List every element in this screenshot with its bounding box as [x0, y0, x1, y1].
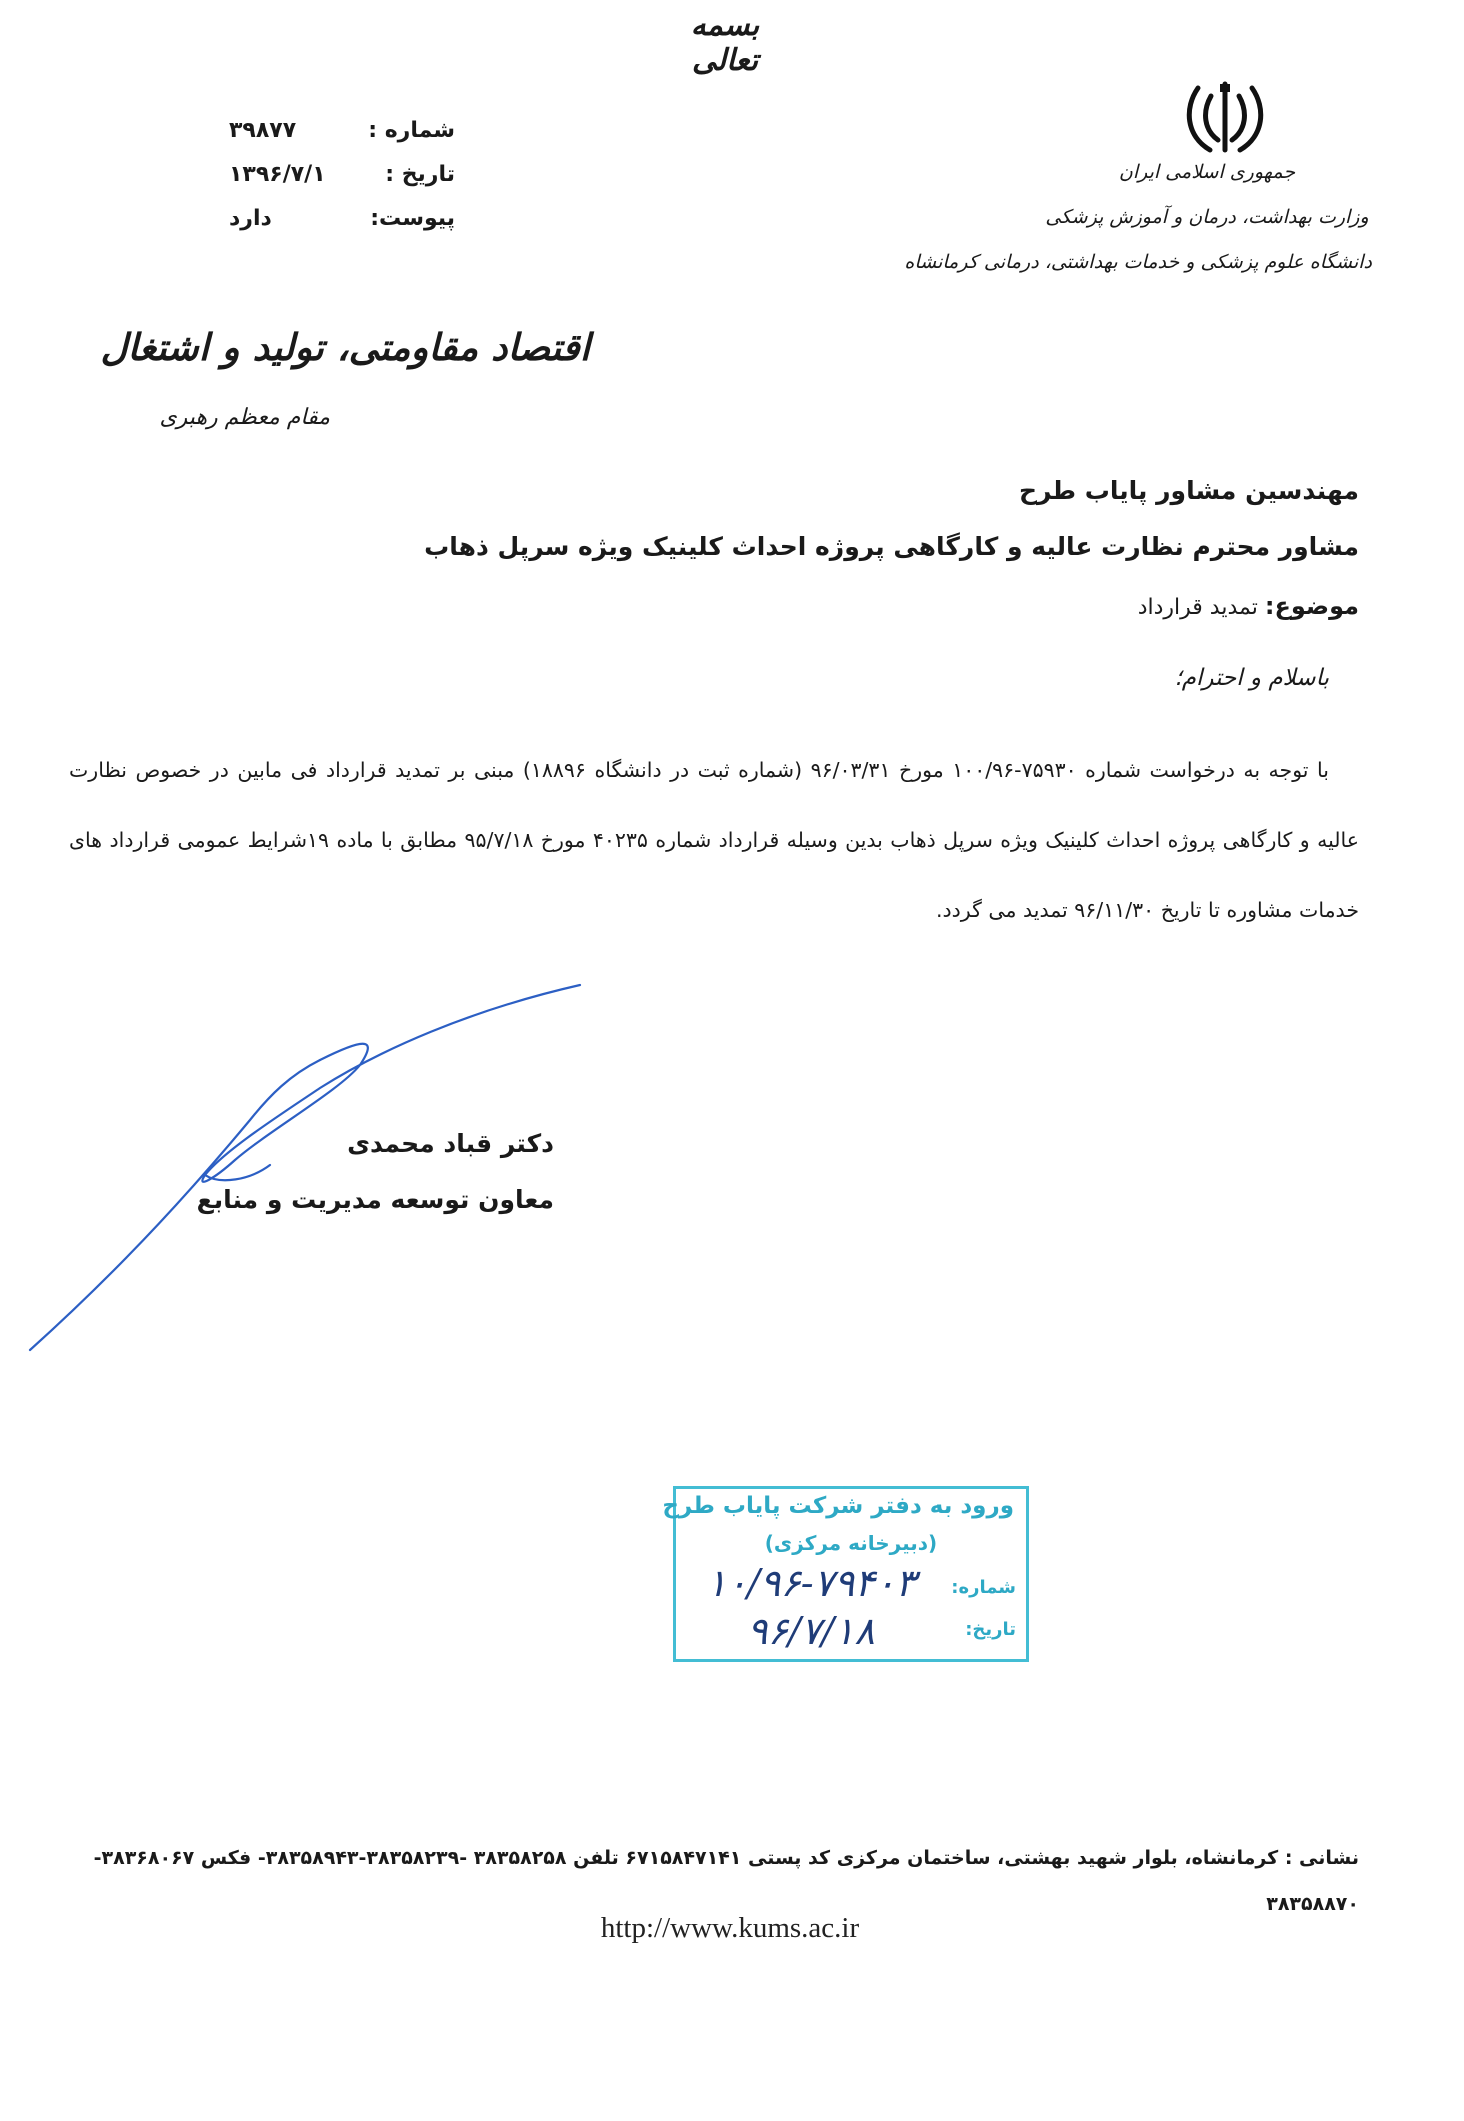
footer-url: http://www.kums.ac.ir — [600, 1912, 860, 1944]
stamp-subtitle: (دبیرخانه مرکزی) — [764, 1531, 938, 1555]
meta-number-value: ۳۹۸۷۷ — [229, 117, 297, 143]
ministry-line-country: جمهوری اسلامی ایران — [1118, 161, 1296, 183]
subject-label: موضوع: — [1264, 592, 1359, 620]
recipient-block — [424, 463, 1359, 575]
ministry-line-ministry: وزارت بهداشت، درمان و آموزش پزشکی — [1045, 206, 1369, 228]
meta-attachment-label: پیوست: — [370, 205, 455, 231]
signatory-title: معاون توسعه مدیریت و منابع — [196, 1185, 554, 1214]
stamp-title: ورود به دفتر شرکت پایاب طرح — [662, 1493, 1014, 1519]
slogan-text: اقتصاد مقاومتی، تولید و اشتغال — [100, 325, 590, 369]
ministry-line-university: دانشگاه علوم پزشکی و خدمات بهداشتی، درمانی کرمانشاه — [904, 251, 1372, 273]
meta-date-value: ۱۳۹۶/۷/۱ — [229, 161, 326, 187]
recipient-line-company: مهندسین مشاور پایاب طرح — [1018, 476, 1359, 505]
slogan-author: مقام معظم رهبری — [159, 405, 330, 430]
stamp-number-label: شماره: — [951, 1577, 1016, 1598]
iran-emblem-icon — [1180, 78, 1270, 158]
stamp-date-value: ۹۶/۷/۱۸ — [747, 1609, 875, 1653]
stamp-date-label: تاریخ: — [965, 1619, 1016, 1640]
meta-date-row — [225, 152, 455, 196]
meta-date-label: تاریخ : — [385, 161, 455, 187]
letter-meta — [225, 108, 455, 240]
meta-attachment-row — [225, 196, 455, 240]
letter-body-text: با توجه به درخواست شماره ۷۵۹۳۰-۱۰۰/۹۶ مورخ ۹۶/۰۳/۳۱ (شماره ثبت در دانشگاه ۱۸۸۹۶) مبنی بر تمدید قرارداد فی مابین در خصوص نظارت عالیه و کارگاهی پروژه احداث کلینیک ویژه سرپل ذهاب بدین وسیله قرارداد شماره ۴۰۲۳۵ مورخ ۹۵/۷/۱۸ مطابق با ماده ۱۹شرایط عمومی قرارداد های خدمات مشاوره تا تاریخ ۹۶/۱۱/۳۰ تمدید می گردد. — [69, 758, 1359, 922]
receipt-stamp — [662, 1486, 1029, 1662]
ministry-header — [904, 150, 1372, 285]
greeting-text: باسلام و احترام؛ — [1174, 665, 1329, 691]
invocation-text: بسمه تعالی — [690, 8, 760, 78]
meta-attachment-value: دارد — [229, 205, 272, 231]
signatory-block — [134, 1116, 554, 1228]
subject-line — [759, 592, 1359, 620]
letter-body — [69, 735, 1359, 945]
meta-number-row — [225, 108, 455, 152]
recipient-line-role: مشاور محترم نظارت عالیه و کارگاهی پروژه احداث کلینیک ویژه سرپل ذهاب — [424, 532, 1359, 561]
subject-value: تمدید قرارداد — [1137, 595, 1258, 620]
footer-address: نشانی : کرمانشاه، بلوار شهید بهشتی، ساختمان مرکزی کد پستی ۶۷۱۵۸۴۷۱۴۱ تلفن ۳۸۳۵۸۲۵۸ -۳۸۳۵۸۲۳۹-۳۸۳۵۸۹۴۳- فکس ۳۸۳۶۸۰۶۷- ۳۸۳۵۸۸۷۰ — [93, 1847, 1359, 1915]
stamp-number-value: ۱۰/۹۶-۷۹۴۰۳ — [706, 1561, 916, 1605]
meta-number-label: شماره : — [368, 117, 455, 143]
signatory-name: دکتر قباد محمدی — [347, 1129, 554, 1158]
